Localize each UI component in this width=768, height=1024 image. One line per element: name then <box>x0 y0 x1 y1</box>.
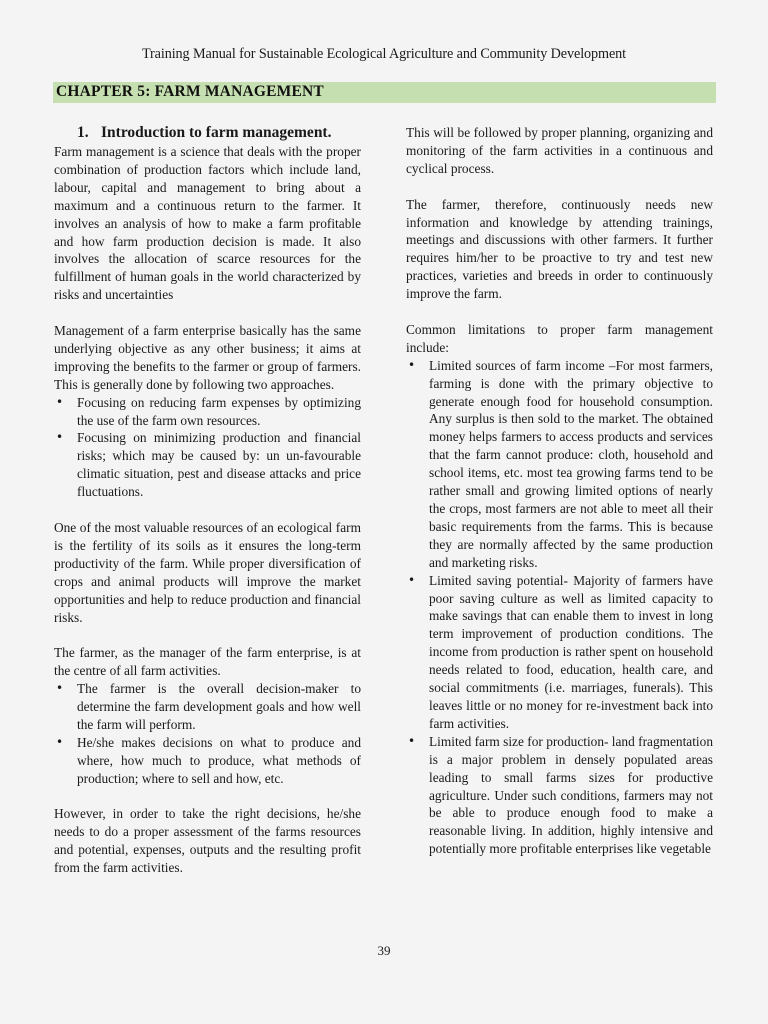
page-number: 39 <box>377 943 391 958</box>
limitations-list <box>406 357 713 858</box>
left-column <box>54 124 361 877</box>
approaches-list <box>54 394 361 501</box>
list-item: • The farmer is the overall decision-maker to determine the farm development goals and how well the farm will perform. <box>56 681 361 732</box>
list-item: • He/she makes decisions on what to produce and where, how much to produce, what methods of production; where to sell and how, etc. <box>56 734 361 786</box>
list-item: • Limited sources of farm income –For most farmers, farming is done with the primary objective to generate enough food for household consumption. Any surplus is then sold to the market. The obtained money helps farmers to access products and services that the farm cannot produce: cloth, household and school items, etc. most tea growing farms tend to be rather small and growing limited options of nearly the crops, most farmers are not able to meet all their basic requirements from the farms. This is because they are normally affected by the same production and marketing risks. <box>408 357 713 570</box>
bullet-icon: • <box>56 681 64 696</box>
paragraph-farmer-role: The farmer, as the manager of the farm enterprise, is at the centre of all farm activities. <box>54 645 361 679</box>
bullet-icon: • <box>408 357 416 372</box>
list-item: • Limited farm size for production- land fragmentation is a major problem in densely populated areas leading to small farms sizes for productive agriculture. Under such conditions, farmers may not be able to produce enough food to make a reasonable living. In addition, highly intensive and potentially more profitable enterprises like vegetable <box>408 733 713 857</box>
list-item: • Focusing on reducing farm expenses by optimizing the use of the farm own resources. <box>56 394 361 428</box>
paragraph-knowledge: The farmer, therefore, continuously needs new information and knowledge by attending trainings, meetings and discussions with other farmers. It further requires him/her to be proactive to try and test new practices, varieties and breeds in order to continuously improve the farm. <box>406 196 713 302</box>
section-title: Introduction to farm management. <box>101 124 332 141</box>
paragraph-assessment: However, in order to take the right decisions, he/she needs to do a proper assessment of the farms resources and potential, expenses, outputs and the resulting profit from the farm activities. <box>54 806 361 876</box>
section-heading <box>77 124 361 142</box>
paragraph-limitations-intro: Common limitations to proper farm management include: <box>406 321 713 355</box>
chapter-banner <box>53 82 716 103</box>
paragraph-definition: Farm management is a science that deals with the proper combination of production factors which include land, labour, capital and management to bring about a maximum and a continuous return to the farmer. It involves an analysis of how to make a farm profitable and how farm production decision is made. It also involves the allocation of scarce resources for the fulfillment of human goals in the world characterized by risks and uncertainties <box>54 144 361 303</box>
right-column <box>406 124 713 858</box>
bullet-icon: • <box>56 394 64 409</box>
paragraph-planning: This will be followed by proper planning, organizing and monitoring of the farm activities in a continuous and cyclical process. <box>406 125 713 176</box>
manager-points-list <box>54 680 361 787</box>
list-item: • Limited saving potential- Majority of farmers have poor saving culture as well as limited capacity to make savings that can enable them to invest in long term improvement of production conditions. The income from production is rather spent on household needs related to food, education, health care, and social commitments (i.e. marriages, funerals). This leaves little or no money for re-investment back into farm activities. <box>408 572 713 731</box>
bullet-icon: • <box>56 430 64 445</box>
running-header: Training Manual for Sustainable Ecological Agriculture and Community Development <box>141 46 626 62</box>
list-item: • Focusing on minimizing production and financial risks; which may be caused by: un un-favourable climatic situation, pest and disease attacks and price fluctuations. <box>56 430 361 500</box>
bullet-icon: • <box>408 733 416 748</box>
section-number: 1. <box>77 124 89 141</box>
paragraph-soil-fertility: One of the most valuable resources of an ecological farm is the fertility of its soils as it ensures the long-term productivity of the farm. While proper diversification of crops and animal products will improve the market opportunities and help to reduce production and financial risks. <box>54 520 361 625</box>
paragraph-objective: Management of a farm enterprise basically has the same underlying objective as any other business; it aims at improving the benefits to the farmer or group of farmers. This is generally done by following two approaches. <box>54 323 361 392</box>
bullet-icon: • <box>408 572 416 587</box>
bullet-icon: • <box>56 734 64 749</box>
chapter-title: CHAPTER 5: FARM MANAGEMENT <box>56 83 324 100</box>
